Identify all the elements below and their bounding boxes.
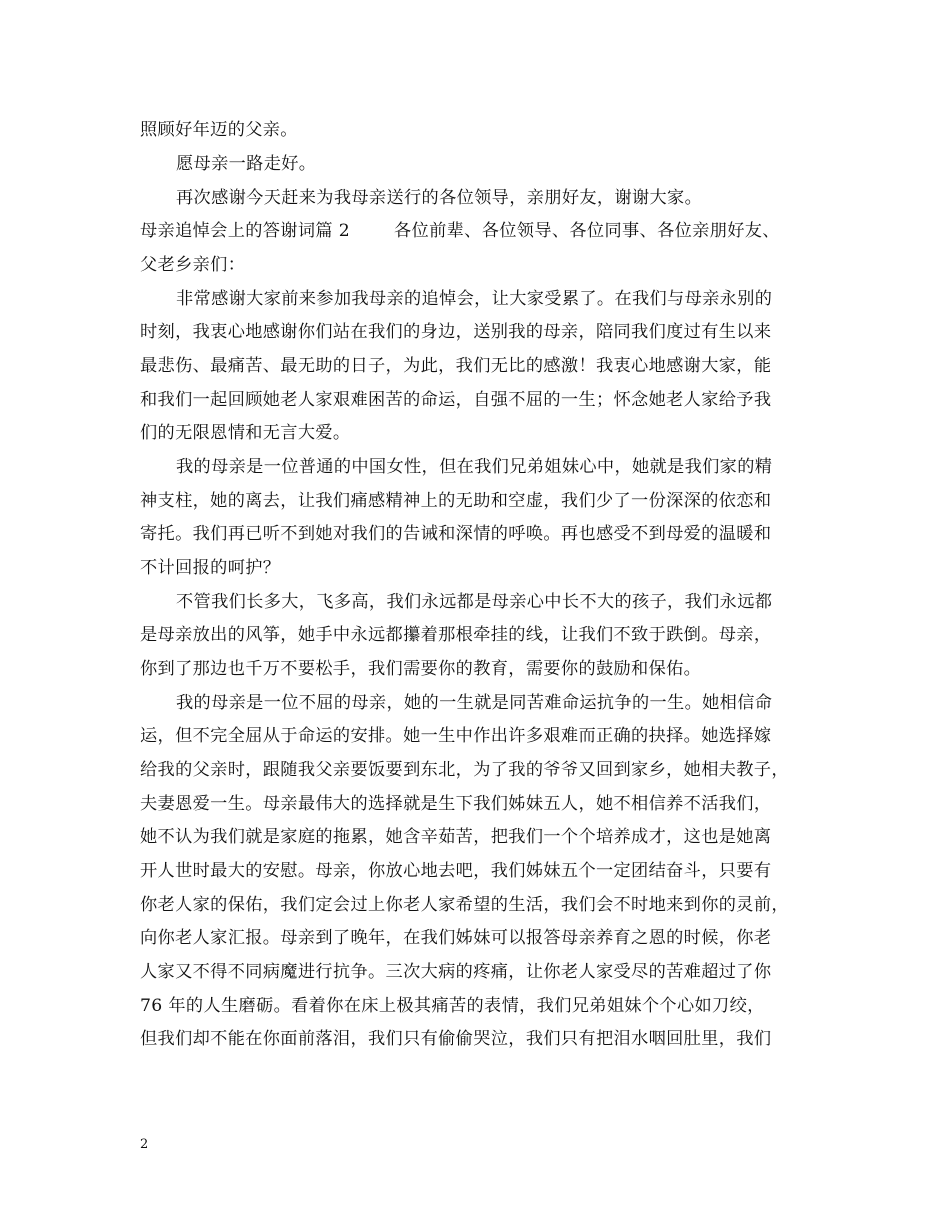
text-line: 是母亲放出的风筝，她手中永远都攥着那根牵挂的线，让我们不致于跌倒。母亲， [140, 625, 772, 645]
section-heading [140, 219, 780, 243]
text-line: 们的无限恩情和无言大爱。 [140, 423, 351, 443]
text-line: 不管我们长多大，飞多高，我们永远都是母亲心中长不大的孩子，我们永远都 [176, 592, 773, 612]
text-line: 神支柱，她的离去，让我们痛感精神上的无助和空虚，我们少了一份深深的依恋和 [140, 491, 772, 511]
text-line: 时刻，我衷心地感谢你们站在我们的身边，送别我的母亲，陪同我们度过有生以来 [140, 322, 772, 342]
text-line: 开人世时最大的安慰。母亲，你放心地去吧，我们姊妹五个一定团结奋斗，只要有 [140, 861, 772, 881]
text-line: 夫妻恩爱一生。母亲最伟大的选择就是生下我们姊妹五人，她不相信养不活我们， [140, 794, 772, 814]
text-line: 非常感谢大家前来参加我母亲的追悼会，让大家受累了。在我们与母亲永别的 [176, 289, 773, 309]
text-line: 我的母亲是一位普通的中国女性，但在我们兄弟姐妹心中，她就是我们家的精 [176, 457, 773, 477]
heading-salutation: 各位前辈、各位领导、各位同事、各位亲朋好友、 [394, 221, 780, 241]
text-line: 寄托。我们再已听不到她对我们的告诫和深情的呼唤。再也感受不到母爱的温暖和 [140, 524, 772, 544]
text-line: 最悲伤、最痛苦、最无助的日子，为此，我们无比的感激！我衷心地感谢大家，能 [140, 356, 772, 376]
text-line: 你到了那边也千万不要松手，我们需要你的教育，需要你的鼓励和保佑。 [140, 659, 702, 679]
text-line: 不计回报的呵护？ [140, 558, 281, 578]
text-line: 76 年的人生磨砺。看着你在床上极其痛苦的表情，我们兄弟姐妹个个心如刀绞， [140, 996, 765, 1016]
text-line: 给我的父亲时，跟随我父亲要饭要到东北，为了我的爷爷又回到家乡，她相夫教子， [140, 760, 789, 780]
heading-title: 母亲追悼会上的答谢词篇 2 [140, 221, 351, 241]
text-line: 和我们一起回顾她老人家艰难困苦的命运，自强不屈的一生；怀念她老人家给予我 [140, 390, 772, 410]
text-line: 运，但不完全屈从于命运的安排。她一生中作出许多艰难而正确的抉择。她选择嫁 [140, 726, 772, 746]
text-line: 但我们却不能在你面前落泪，我们只有偷偷哭泣，我们只有把泪水咽回肚里，我们 [140, 1029, 772, 1049]
text-line: 照顾好年迈的父亲。 [140, 120, 298, 140]
text-line: 她不认为我们就是家庭的拖累，她含辛茹苦，把我们一个个培养成才，这也是她离 [140, 827, 772, 847]
text-line: 再次感谢今天赶来为我母亲送行的各位领导，亲朋好友，谢谢大家。 [176, 188, 703, 208]
text-line: 人家又不得不同病魔进行抗争。三次大病的疼痛，让你老人家受尽的苦难超过了你 [140, 962, 772, 982]
text-line: 父老乡亲们： [140, 255, 246, 275]
page-number: 2 [140, 1137, 149, 1152]
text-line: 向你老人家汇报。母亲到了晚年，在我们姊妹可以报答母亲养育之恩的时候，你老 [140, 928, 772, 948]
text-line: 我的母亲是一位不屈的母亲，她的一生就是同苦难命运抗争的一生。她相信命 [176, 693, 773, 713]
text-line: 愿母亲一路走好。 [176, 154, 317, 174]
text-line: 你老人家的保佑，我们定会过上你老人家希望的生活，我们会不时地来到你的灵前， [140, 895, 789, 915]
